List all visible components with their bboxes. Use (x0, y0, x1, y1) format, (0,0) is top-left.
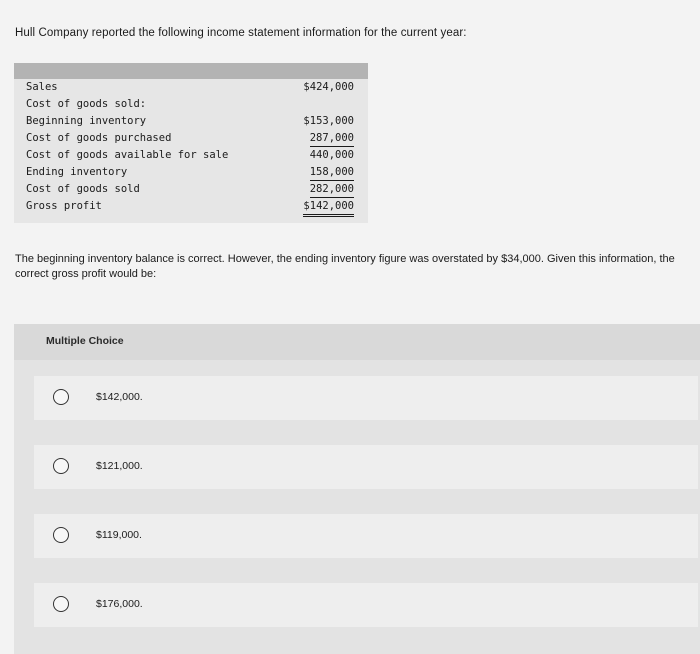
table-row (14, 198, 368, 215)
problem-intro: Hull Company reported the following income statement information for the current year: (15, 27, 467, 39)
income-statement-table (14, 63, 368, 223)
table-row (14, 147, 368, 164)
row-amount: 440,000 (309, 149, 354, 161)
row-amount: 282,000 (310, 182, 354, 198)
row-amount: 287,000 (310, 131, 354, 147)
table-row (14, 79, 368, 96)
question-text: The beginning inventory balance is correct. However, the ending inventory figure was overstated by $34,000. Given this information, the correct gross profit would be: (15, 253, 675, 280)
table-header-bar (14, 63, 368, 79)
row-label: Beginning inventory (26, 115, 147, 127)
radio-button[interactable] (53, 389, 69, 405)
option-label: $142,000. (96, 391, 143, 403)
row-label: Cost of goods sold (26, 183, 140, 195)
row-amount: $153,000 (303, 115, 354, 127)
row-label: Cost of goods sold: (26, 98, 147, 110)
multiple-choice-panel (14, 324, 700, 654)
option-label: $176,000. (96, 598, 143, 610)
answer-option-d[interactable] (34, 583, 698, 627)
table-row (14, 130, 368, 147)
answer-option-b[interactable] (34, 445, 698, 489)
table-row (14, 181, 368, 198)
row-amount: 158,000 (310, 165, 354, 181)
option-label: $119,000. (96, 529, 142, 541)
row-label: Cost of goods purchased (26, 132, 172, 144)
radio-button[interactable] (53, 458, 69, 474)
radio-button[interactable] (53, 596, 69, 612)
table-row (14, 113, 368, 130)
multiple-choice-title: Multiple Choice (46, 335, 124, 347)
row-label: Sales (26, 81, 58, 93)
option-label: $121,000. (96, 460, 143, 472)
table-row (14, 96, 368, 113)
row-amount: $424,000 (303, 81, 354, 93)
row-label: Cost of goods available for sale (26, 149, 229, 161)
row-amount: $142,000 (303, 199, 354, 217)
row-label: Gross profit (26, 200, 102, 212)
table-row (14, 164, 368, 181)
answer-option-c[interactable] (34, 514, 698, 558)
answer-option-a[interactable] (34, 376, 698, 420)
radio-button[interactable] (53, 527, 69, 543)
row-label: Ending inventory (26, 166, 128, 178)
